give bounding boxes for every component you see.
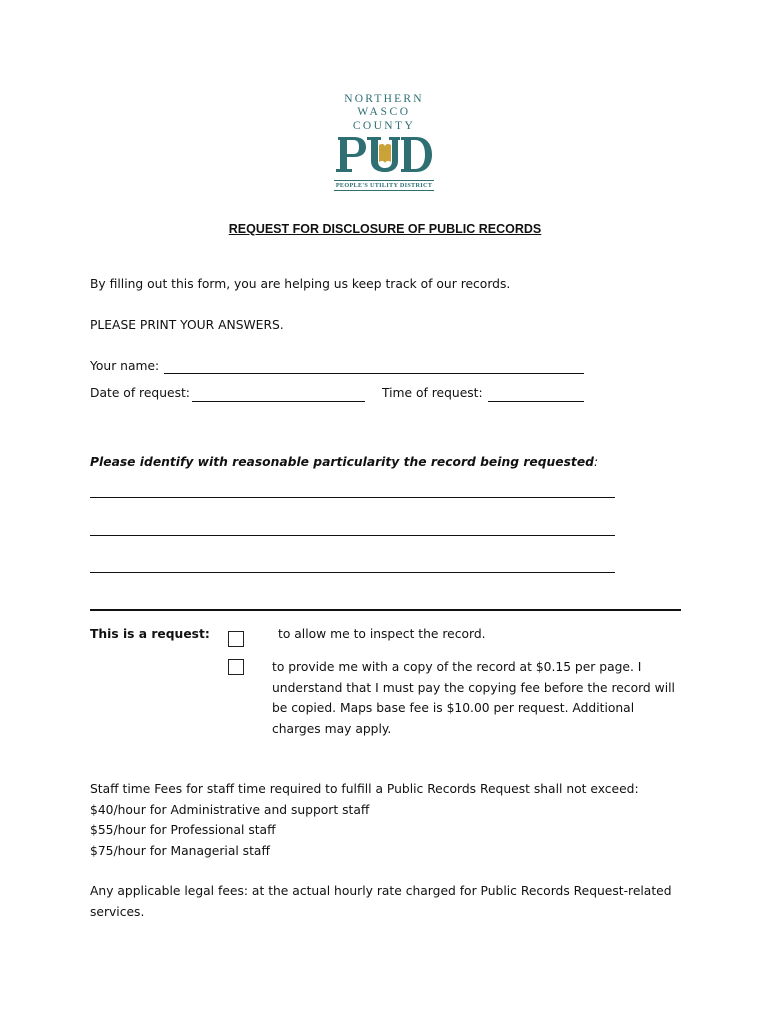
fees-line: Staff time Fees for staff time required to fulfill a Public Records Request shall not exceed: (90, 782, 639, 796)
fees-line: $40/hour for Administrative and support staff (90, 802, 370, 817)
record-prompt-text: Please identify with reasonable particularity the record being requested (90, 455, 594, 469)
record-line-1[interactable] (90, 497, 615, 498)
logo-subtitle: PEOPLE'S UTILITY DISTRICT (335, 182, 433, 189)
intro-text: By filling out this form, you are helping us keep track of our records. (90, 277, 511, 291)
inspect-checkbox[interactable] (228, 631, 244, 647)
print-notice: PLEASE PRINT YOUR ANSWERS. (90, 318, 284, 332)
record-line-3[interactable] (90, 572, 615, 573)
legal-section (90, 881, 672, 922)
logo-line-2: WASCO (357, 106, 411, 118)
pud-logo-mark (334, 135, 434, 173)
record-prompt-colon: : (593, 455, 599, 469)
copy-option-line: charges may apply. (272, 721, 392, 736)
date-label: Date of request: (90, 386, 190, 400)
pud-logo (332, 92, 436, 191)
fees-line: $75/hour for Managerial staff (90, 843, 270, 858)
name-label: Your name: (90, 359, 160, 373)
inspect-option-text: to allow me to inspect the record. (278, 627, 486, 641)
date-field[interactable] (192, 401, 365, 402)
copy-option-line: be copied. Maps base fee is $10.00 per request. Additional (272, 701, 635, 715)
form-title: REQUEST FOR DISCLOSURE OF PUBLIC RECORDS (228, 222, 542, 236)
name-field[interactable] (164, 373, 584, 374)
fees-section (90, 779, 639, 861)
copy-option-text (272, 657, 675, 739)
copy-checkbox[interactable] (228, 659, 244, 675)
copy-option-line: understand that I must pay the copying fee before the record will (272, 680, 675, 695)
copy-option-line: to provide me with a copy of the record at $0.15 per page. I (272, 660, 642, 674)
logo-line-3: COUNTY (352, 120, 416, 132)
record-line-2[interactable] (90, 535, 615, 536)
logo-line-1: NORTHERN (344, 93, 424, 105)
record-prompt (90, 455, 598, 469)
legal-line: services. (90, 904, 145, 919)
fees-line: $55/hour for Professional staff (90, 823, 276, 837)
section-divider (90, 609, 681, 611)
request-label: This is a request: (90, 627, 210, 641)
legal-line: Any applicable legal fees: at the actual hourly rate charged for Public Records Request-related (90, 884, 672, 898)
time-field[interactable] (488, 401, 584, 402)
time-label: Time of request: (382, 386, 483, 400)
